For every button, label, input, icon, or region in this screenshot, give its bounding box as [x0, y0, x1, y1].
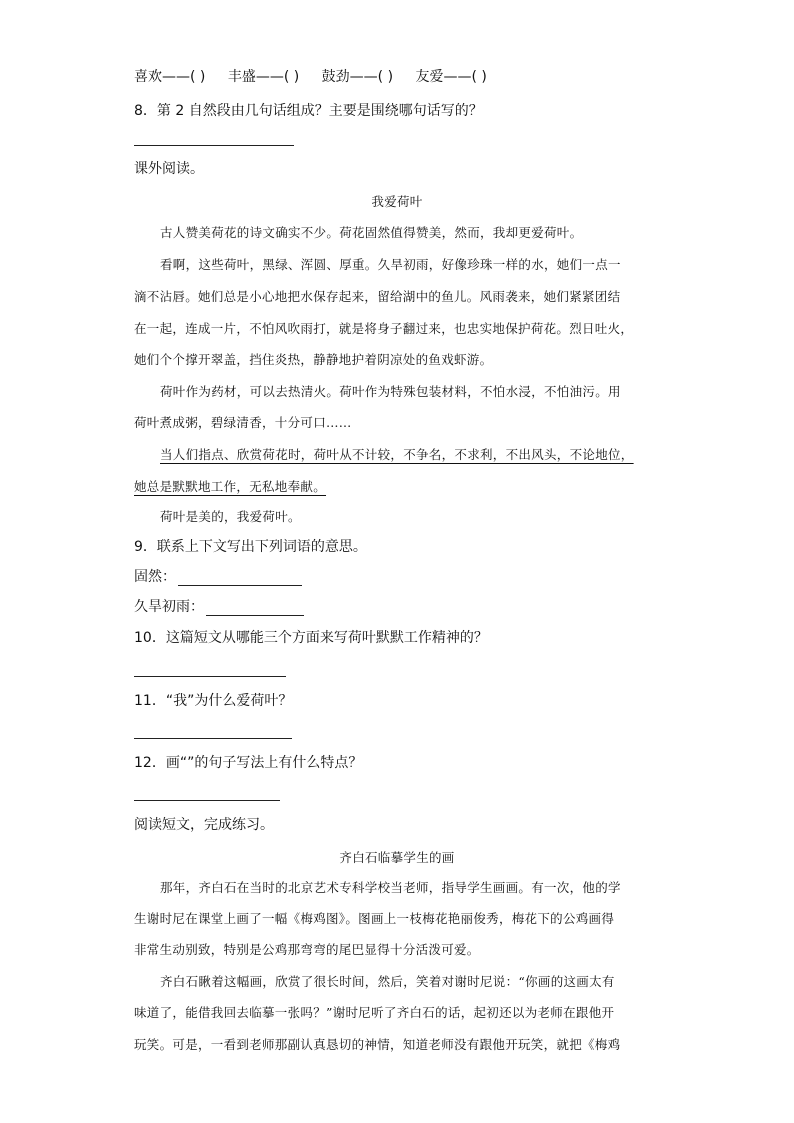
answer-blank[interactable] [178, 570, 302, 586]
question-11: 11．“我”为什么爱荷叶？ [134, 693, 293, 709]
section-heading-extracurricular: 课外阅读。 [134, 161, 204, 177]
passage-line: 看啊，这些荷叶，黑绿、浑圆、厚重。久旱初雨，好像珍珠一样的水，她们一点一 [160, 257, 621, 272]
antonym-pair: 丰盛——( ) [227, 69, 300, 85]
underlined-sentence: 当人们指点、欣赏荷花时，荷叶从不计较，不争名，不求利，不出风头，不论地位， [160, 447, 634, 462]
passage-line: 她们个个撑开翠盖，挡住炎热，静静地护着阴凉处的鱼戏虾游。 [134, 352, 493, 367]
passage-line: 那年，齐白石在当时的北京艺术专科学校当老师，指导学生画画。有一次，他的学 [160, 880, 621, 895]
underlined-sentence: 她总是默默地工作，无私地奉献。 [134, 479, 327, 494]
passage-line: 非常生动别致，特别是公鸡那弯弯的尾巴显得十分活泼可爱。 [134, 942, 480, 957]
question-12: 12．画“”的句子写法上有什么特点？ [134, 755, 363, 771]
antonym-line [134, 68, 505, 86]
question-9: 9．联系上下文写出下列词语的意思。 [134, 539, 367, 555]
question-9-item [134, 598, 304, 616]
antonym-pair: 友爱——( ) [415, 69, 487, 85]
passage-line: 生谢时尼在课堂上画了一幅《梅鸡图》。图画上一枝梅花艳丽俊秀，梅花下的公鸡画得 [134, 911, 615, 926]
passage-line: 荷叶作为药材，可以去热清火。荷叶作为特殊包装材料，不怕水浸，不怕油污。用 [160, 384, 621, 399]
question-9-item [134, 568, 302, 586]
section-heading-reading: 阅读短文，完成练习。 [134, 817, 274, 833]
passage-line: 齐白石瞅着这幅画，欣赏了很长时间，然后，笑着对谢时尼说：“你画的这画太有 [160, 974, 615, 989]
passage-line: 荷叶是美的，我爱荷叶。 [160, 509, 301, 524]
answer-blank[interactable] [206, 600, 304, 616]
passage-line: 玩笑。可是，一看到老师那副认真恳切的神情，知道老师没有跟他开玩笑，就把《梅鸡 [134, 1037, 621, 1052]
answer-line-10[interactable] [134, 676, 286, 677]
term-label: 久旱初雨： [134, 599, 204, 615]
antonym-pair: 鼓劲——( ) [321, 69, 394, 85]
question-8: 8．第 2 自然段由几句话组成？主要是围绕哪句话写的？ [134, 103, 483, 119]
answer-line-11[interactable] [134, 738, 292, 739]
answer-line-12[interactable] [134, 800, 280, 801]
passage-line: 在一起，连成一片，不怕风吹雨打，就是将身子翻过来，也忠实地保护荷花。烈日吐火， [134, 321, 634, 336]
term-label: 固然： [134, 569, 176, 585]
passage-title: 齐白石临摹学生的画 [339, 850, 455, 865]
answer-line-8[interactable] [134, 145, 294, 146]
passage-line: 味道了，能借我回去临摹一张吗？”谢时尼听了齐白石的话，起初还以为老师在跟他开 [134, 1005, 615, 1020]
passage-line: 滴不沾唇。她们总是小心地把水保存起来，留给湖中的鱼儿。风雨袭来，她们紧紧团结 [134, 289, 621, 304]
question-10: 10．这篇短文从哪能三个方面来写荷叶默默工作精神的？ [134, 630, 488, 646]
passage-line: 古人赞美荷花的诗文确实不少。荷花固然值得赞美，然而，我却更爱荷叶。 [160, 225, 583, 240]
passage-line: 荷叶煮成粥，碧绿清香，十分可口…… [134, 415, 352, 430]
passage-title: 我爱荷叶 [371, 194, 423, 209]
antonym-pair: 喜欢——( ) [134, 69, 206, 85]
